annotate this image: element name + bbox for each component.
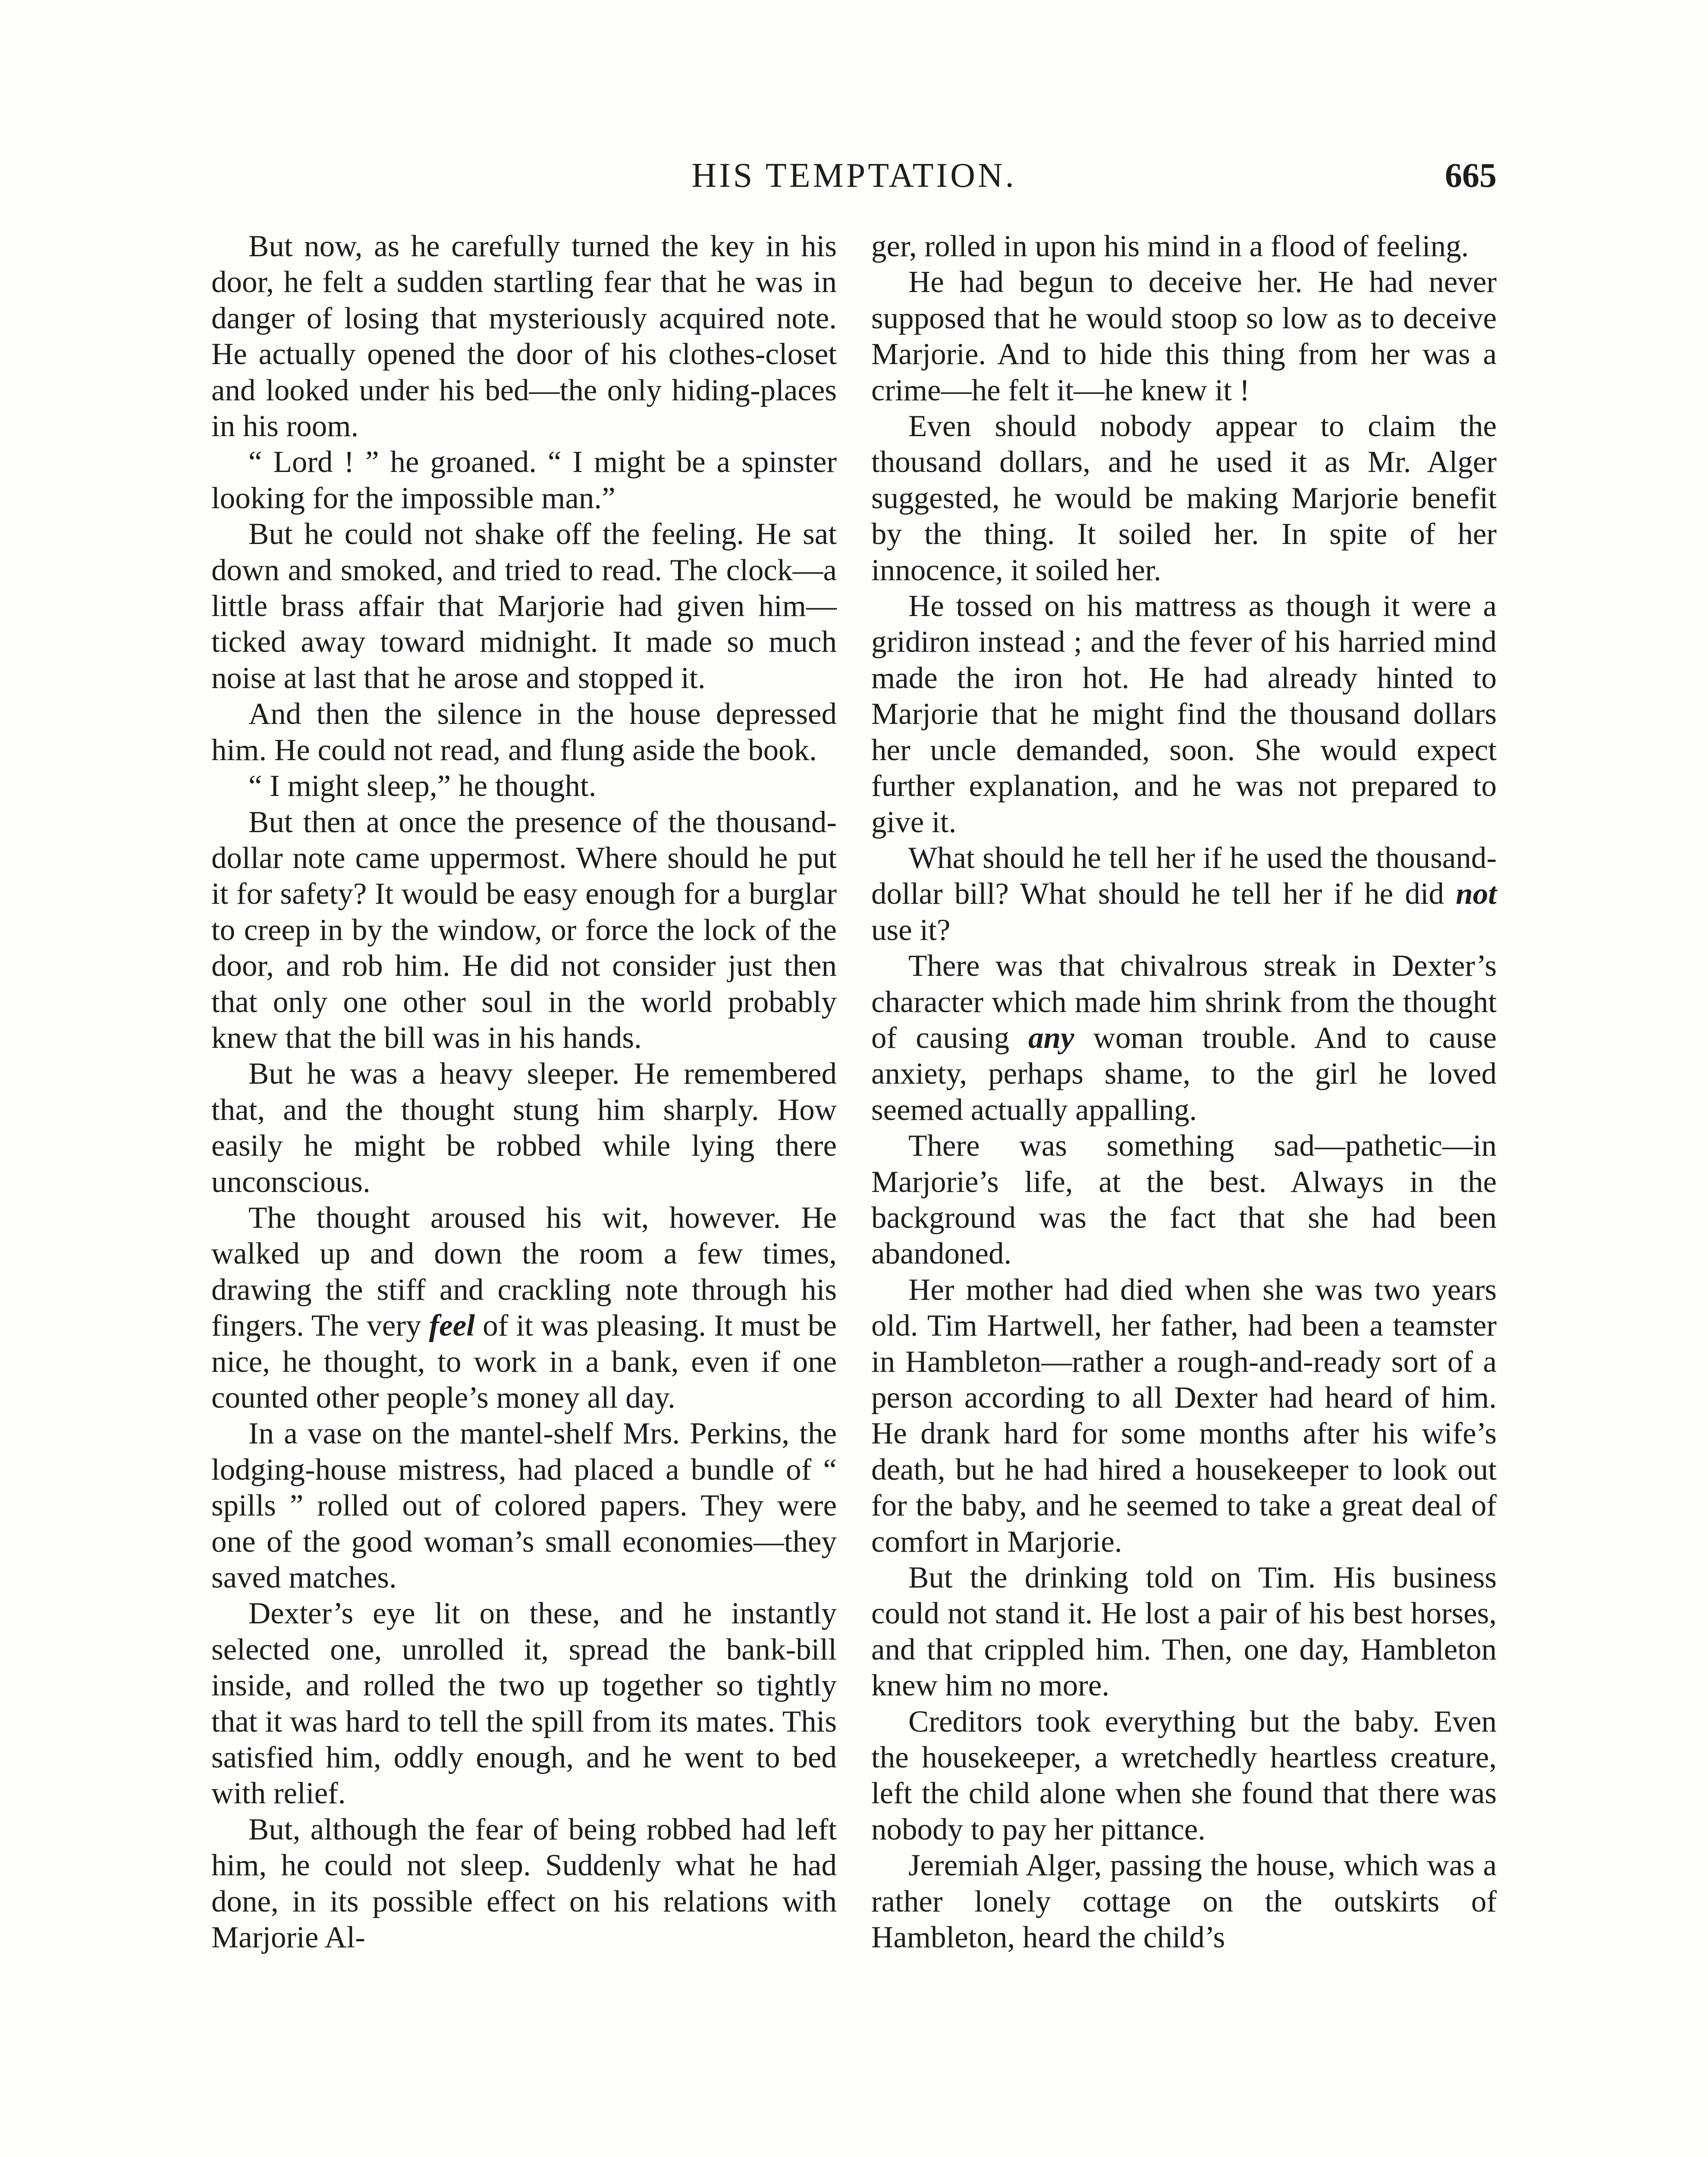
paragraph: Creditors took everything but the baby. Even the housekeeper, a wretchedly heartless creature, left the child alone when she found that there was nobody to pay her pittance.: [871, 1704, 1497, 1846]
text-run: What should he tell her if he used the thousand-dollar bill? What should he tell her if he did: [871, 841, 1497, 911]
paragraph: [211, 1200, 837, 1416]
running-title: HIS TEMPTATION.: [691, 157, 1017, 195]
running-head: [0, 152, 1708, 199]
text-run: use it?: [871, 913, 951, 947]
paragraph: “ I might sleep,” he thought.: [248, 769, 597, 803]
left-column: [211, 229, 837, 1956]
paragraph: Her mother had died when she was two years old. Tim Hartwell, her father, had been a teamster in Hambleton—rather a rough-and-ready sort of a person according to all Dexter had heard of him. He drank hard for some months after his wife’s death, but he had hired a housekeeper to look out for the baby, and he seemed to take a great deal of comfort in Marjorie.: [871, 1273, 1497, 1559]
text-run: The thought aroused his wit, however. He walked up and down the room a few times, drawing the stiff and crackling note through his fingers. The very: [211, 1201, 837, 1343]
paragraph: He tossed on his mattress as though it were a gridiron instead ; and the fever of his harried mind made the iron hot. He had already hinted to Marjorie that he might find the thousand dollars her uncle demanded, soon. She would expect further explanation, and he was not prepared to give it.: [871, 589, 1497, 839]
paragraph: Jeremiah Alger, passing the house, which was a rather lonely cottage on the outskirts of Hambleton, heard the child’s: [871, 1849, 1497, 1955]
paragraph: [871, 840, 1497, 948]
paragraph: [871, 948, 1497, 1128]
paragraph: But, although the fear of being robbed had left him, he could not sleep. Suddenly what he had done, in its possible effect on his relations with Marjorie Al-: [211, 1812, 837, 1955]
paragraph: But now, as he carefully turned the key in his door, he felt a sudden startling fear that he was in danger of losing that mysteriously acquired note. He actually opened the door of his clothes-closet and looked under his bed—the only hiding-places in his room.: [211, 230, 837, 443]
paragraph: Dexter’s eye lit on these, and he instantly selected one, unrolled it, spread the bank-bill inside, and rolled the two up together so tightly that it was hard to tell the spill from its mates. This satisfied him, oddly enough, and he went to bed with relief.: [211, 1597, 837, 1811]
paragraph-continuation: ger, rolled in upon his mind in a flood of feeling.: [871, 230, 1469, 263]
paragraph: But he was a heavy sleeper. He remembered that, and the thought stung him sharply. How easily he might be robbed while lying there unconscious.: [211, 1057, 837, 1199]
text-run: of it was pleasing. It must be nice, he thought, to work in a bank, even if one counted other people’s money all day.: [211, 1309, 837, 1415]
paragraph: “ Lord ! ” he groaned. “ I might be a spinster looking for the impossible man.”: [211, 445, 837, 515]
paragraph: In a vase on the mantel-shelf Mrs. Perkins, the lodging-house mistress, had placed a bundle of “ spills ” rolled out of colored papers. They were one of the good woman’s small economies—they saved matches.: [211, 1417, 837, 1595]
paragraph: Even should nobody appear to claim the thousand dollars, and he used it as Mr. Alger suggested, he would be making Marjorie benefit by the thing. It soiled her. In spite of her innocence, it soiled her.: [871, 409, 1497, 587]
paragraph: But the drinking told on Tim. His business could not stand it. He lost a pair of his best horses, and that crippled him. Then, one day, Hambleton knew him no more.: [871, 1561, 1497, 1703]
text-run: woman trouble. And to cause anxiety, perhaps shame, to the girl he loved seemed actually appalling.: [871, 1021, 1497, 1127]
paragraph: But then at once the presence of the thousand-dollar note came uppermost. Where should he put it for safety? It would be easy enough for a burglar to creep in by the window, or force the lock of the door, and rob him. He did not consider just then that only one other soul in the world probably knew that the bill was in his hands.: [211, 805, 837, 1055]
paragraph: He had begun to deceive her. He had never supposed that he would stoop so low as to deceive Marjorie. And to hide this thing from her was a crime—he felt it—he knew it !: [871, 265, 1497, 407]
text-run: There was that chivalrous streak in Dexter’s character which made him shrink from the thought of causing: [871, 949, 1497, 1055]
page-number: 665: [1445, 157, 1497, 195]
right-column: [871, 229, 1497, 1956]
paragraph: But he could not shake off the feeling. He sat down and smoked, and tried to read. The clock—a little brass affair that Marjorie had given him—ticked away toward midnight. It made so much noise at last that he arose and stopped it.: [211, 517, 837, 695]
emphasis: not: [1456, 877, 1497, 911]
paragraph: And then the silence in the house depressed him. He could not read, and flung aside the book.: [211, 697, 837, 767]
emphasis: any: [1028, 1021, 1074, 1055]
paragraph: There was something sad—pathetic—in Marjorie’s life, at the best. Always in the background was the fact that she had been abandoned.: [871, 1129, 1497, 1271]
emphasis: feel: [429, 1309, 475, 1343]
